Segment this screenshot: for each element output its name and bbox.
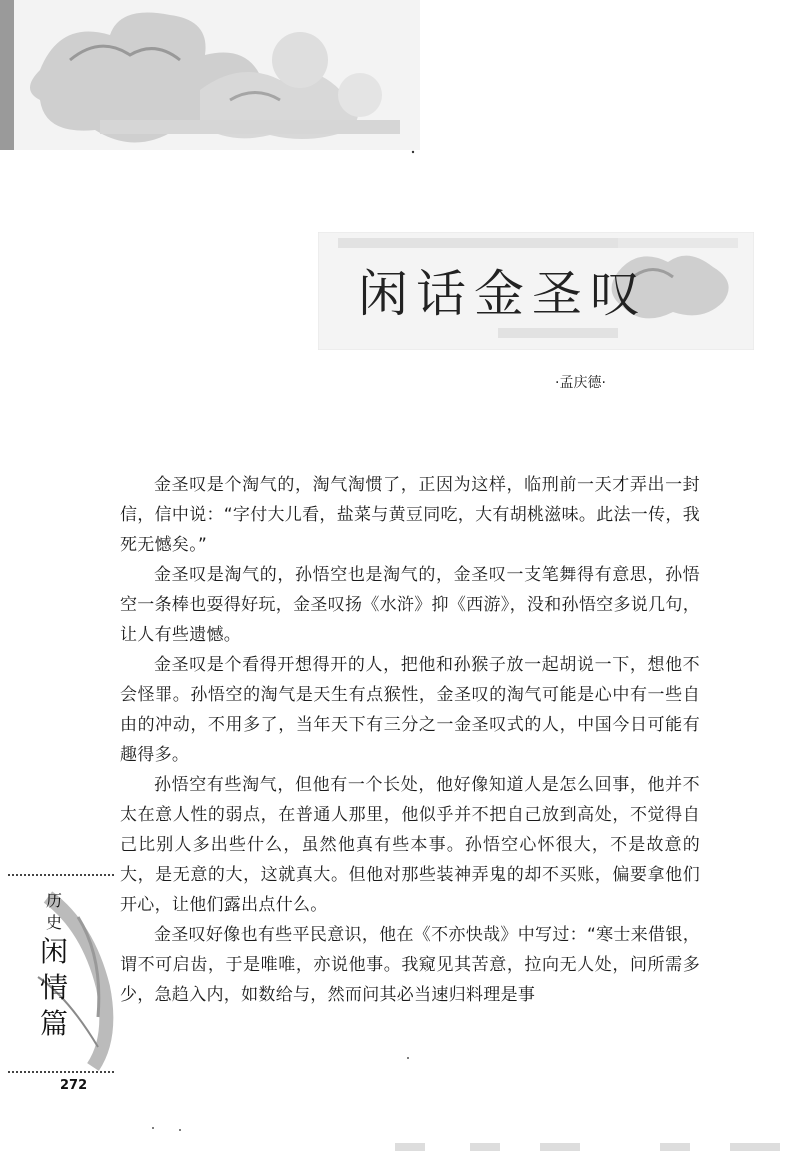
page-number: 272 [60, 1078, 88, 1093]
sidebar-char: 历 [46, 891, 63, 910]
sidebar-char: 情 [40, 971, 69, 1004]
author-name: ·孟庆德· [555, 375, 606, 391]
paragraph: 金圣叹是淘气的，孙悟空也是淘气的，金圣叹一支笔舞得有意思，孙悟空一条棒也耍得好玩，金圣叹扬《水浒》抑《西游》，没和孙悟空多说几句，让人有些遗憾。 [120, 565, 700, 645]
article-body [120, 470, 700, 1010]
article-title: 闲话金圣叹 [358, 265, 648, 323]
sidebar-char: 闲 [40, 935, 69, 968]
cloud-decoration-top [0, 0, 420, 150]
paragraph: 金圣叹好像也有些平民意识，他在《不亦快哉》中写过：“寒士来借银，谓不可启齿，于是唯唯，亦说他事。我窥见其苦意，拉向无人处，问所需多少，急趋入内，如数给与，然而问其必当速归料理是事 [120, 925, 700, 1005]
sidebar-char: 篇 [40, 1007, 69, 1040]
paragraph: 金圣叹是个看得开想得开的人，把他和孙猴子放一起胡说一下，想他不会怪罪。孙悟空的淘气是天生有点猴性，金圣叹的淘气可能是心中有一些自由的冲动，不用多了，当年天下有三分之一金圣叹式的人，中国今日可能有趣得多。 [120, 655, 700, 765]
sidebar-char: 史 [46, 913, 63, 932]
paragraph: 金圣叹是个淘气的，淘气淘惯了，正因为这样，临刑前一天才弄出一封信，信中说：“字付大儿看，盐菜与黄豆同吃，大有胡桃滋味。此法一传，我死无憾矣。” [120, 475, 701, 555]
sidebar-section-label [40, 890, 80, 1042]
paragraph: 孙悟空有些淘气，但他有一个长处，他好像知道人是怎么回事，他并不太在意人性的弱点，在普通人那里，他似乎并不把自己放到高处，不觉得自己比别人多出些什么，虽然他真有些本事。孙悟空心怀很大，不是故意的大，是无意的大，这就真大。但他对那些装神弄鬼的却不买账，偏要拿他们开心，让他们露出点什么。 [120, 775, 700, 915]
